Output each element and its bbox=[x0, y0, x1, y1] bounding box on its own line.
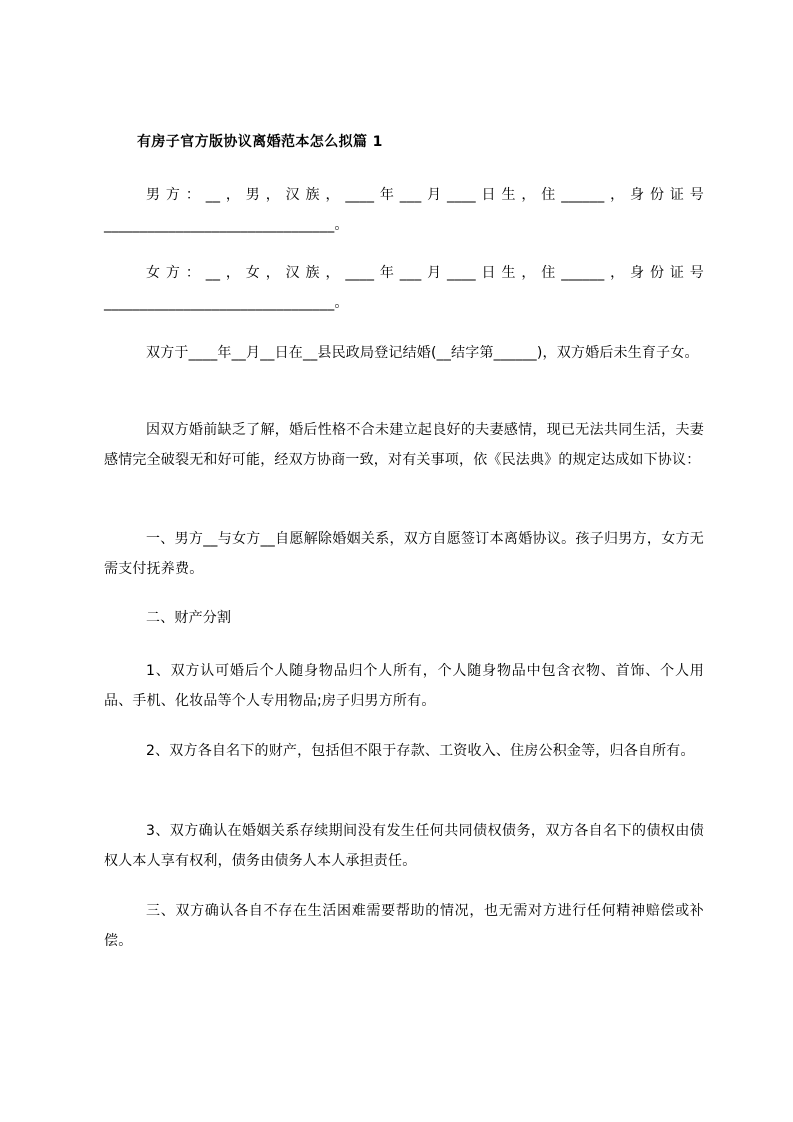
paragraph-male-party: 男方：__，男，汉族，____年___月____日生，住______，身份证号________________________________。 bbox=[104, 187, 704, 233]
paragraph-clause-three: 三、双方确认各自不存在生活困难需要帮助的情况，也无需对方进行任何精神赔偿或补偿。 bbox=[104, 903, 704, 949]
document-title: 有房子官方版协议离婚范本怎么拟篇 1 bbox=[137, 134, 383, 150]
paragraph-marriage-registration: 双方于____年__月__日在__县民政局登记结婚(__结字第______)，双方婚后未生育子女。 bbox=[146, 345, 699, 361]
paragraph-clause-one: 一、男方__与女方__自愿解除婚姻关系，双方自愿签订本离婚协议。孩子归男方，女方无需支付抚养费。 bbox=[104, 531, 704, 577]
paragraph-reason: 因双方婚前缺乏了解，婚后性格不合未建立起良好的夫妻感情，现已无法共同生活，夫妻感情完全破裂无和好可能，经双方协商一致，对有关事项，依《民法典》的规定达成如下协议： bbox=[104, 422, 704, 468]
paragraph-property-item-2: 2、双方各自名下的财产，包括但不限于存款、工资收入、住房公积金等，归各自所有。 bbox=[146, 743, 695, 759]
paragraph-property-item-3: 3、双方确认在婚姻关系存续期间没有发生任何共同债权债务，双方各自名下的债权由债权人本人享有权利，债务由债务人本人承担责任。 bbox=[104, 823, 704, 869]
paragraph-female-party: 女方：__，女，汉族，____年___月____日生，住______，身份证号________________________________。 bbox=[104, 265, 704, 311]
paragraph-property-item-1: 1、双方认可婚后个人随身物品归个人所有，个人随身物品中包含衣物、首饰、个人用品、手机、化妆品等个人专用物品;房子归男方所有。 bbox=[104, 663, 704, 709]
paragraph-property-heading: 二、财产分割 bbox=[146, 610, 232, 626]
